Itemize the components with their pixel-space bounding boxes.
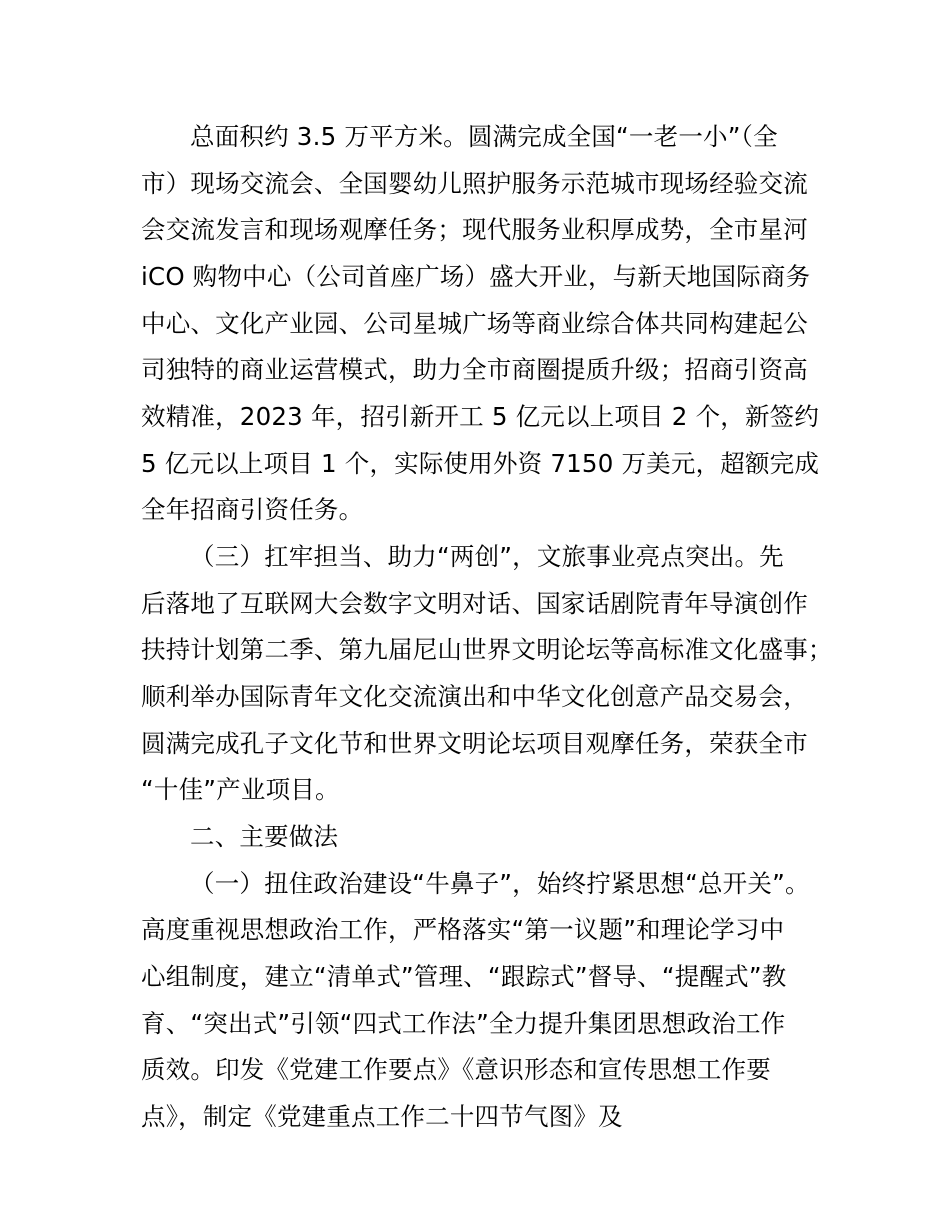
paragraph-line: 会交流发言和现场观摩任务；现代服务业积厚成势，全市星河 bbox=[141, 215, 808, 244]
paragraph-line: 质效。印发《党建工作要点》《意识形态和宣传思想工作要 bbox=[141, 1055, 771, 1084]
paragraph-line: 5 亿元以上项目 1 个，实际使用外资 7150 万美元，超额完成 bbox=[141, 449, 820, 478]
paragraph-line: 总面积约 3.5 万平方米。圆满完成全国“一老一小”（全 bbox=[190, 122, 778, 151]
paragraph-line: 高度重视思想政治工作，严格落实“第一议题”和理论学习中 bbox=[141, 915, 785, 944]
paragraph-line: 圆满完成孔子文化节和世界文明论坛项目观摩任务，荣获全市 bbox=[141, 729, 808, 758]
section-heading-line: （一）扭住政治建设“牛鼻子”，始终拧紧思想“总开关”。 bbox=[190, 869, 810, 898]
paragraph-line: 市）现场交流会、全国婴幼儿照护服务示范城市现场经验交流 bbox=[141, 169, 808, 198]
paragraph-line: 后落地了互联网大会数字文明对话、国家话剧院青年导演创作 bbox=[141, 589, 808, 618]
paragraph-line: iCO 购物中心（公司首座广场）盛大开业，与新天地国际商务 bbox=[141, 262, 811, 291]
paragraph-line: 司独特的商业运营模式，助力全市商圈提质升级；招商引资高 bbox=[141, 355, 808, 384]
paragraph-line: 点》，制定《党建重点工作二十四节气图》及 bbox=[141, 1102, 623, 1131]
section-heading-line: （三）扛牢担当、助力“两创”，文旅事业亮点突出。先 bbox=[190, 542, 784, 571]
paragraph-line: “十佳”产业项目。 bbox=[141, 775, 340, 804]
paragraph-line: 顺利举办国际青年文化交流演出和中华文化创意产品交易会， bbox=[141, 682, 808, 711]
paragraph-line: 中心、文化产业园、公司星城广场等商业综合体共同构建起公 bbox=[141, 309, 808, 338]
paragraph-line: 心组制度，建立“清单式”管理、“跟踪式”督导、“提醒式”教 bbox=[141, 962, 787, 991]
paragraph-line: 全年招商引资任务。 bbox=[141, 495, 364, 524]
paragraph-line: 育、“突出式”引领“四式工作法”全力提升集团思想政治工作 bbox=[141, 1009, 786, 1038]
paragraph-line: 效精准，2023 年，招引新开工 5 亿元以上项目 2 个，新签约 bbox=[141, 402, 820, 431]
section-title: 二、主要做法 bbox=[190, 822, 339, 851]
paragraph-line: 扶持计划第二季、第九届尼山世界文明论坛等高标准文化盛事； bbox=[141, 635, 833, 664]
